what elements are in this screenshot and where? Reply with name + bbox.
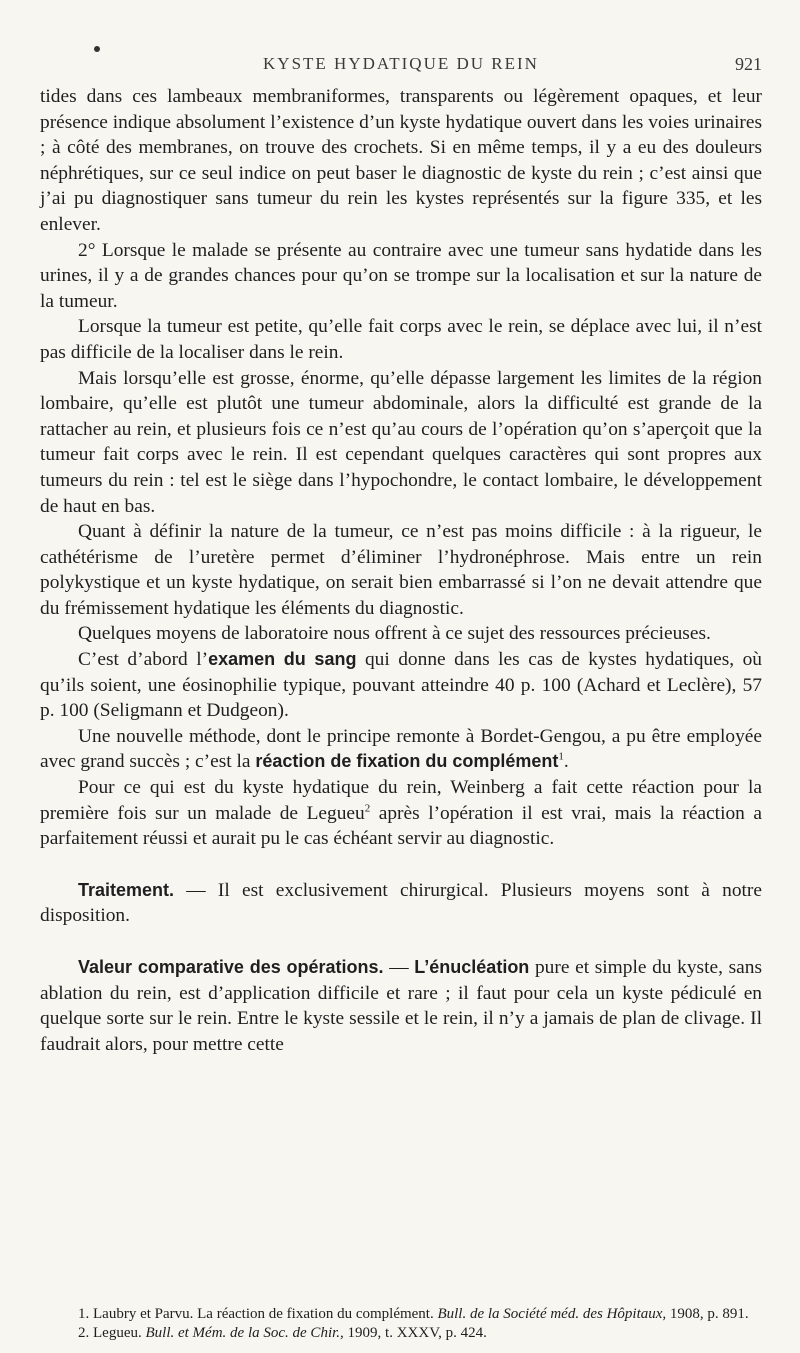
section-heading: Traitement. [78, 879, 175, 900]
bold-term: examen du sang [208, 649, 357, 670]
paragraph: tides dans ces lambeaux membraniformes, transparents ou légèrement opaques, et leur présence indique absolument l’existence d’un kyste hydatique ouvert dans les voies urinaires ; à côté des membranes, on trouve des crochets. Si en même temps, il y a eu des douleurs néphrétiques, sur ce seul indice on peut baser le diagnostic de kyste du rein ; c’est ainsi que j’ai pu diagnostiquer sans tumeur du rein les kystes représentés sur la figure 335, et les enlever. [40, 86, 762, 235]
footnote: 2. Legueu. Bull. et Mém. de la Soc. de Chir., 1909, t. XXXV, p. 424. [78, 1325, 487, 1341]
paragraph: Quelques moyens de laboratoire nous offrent à ce sujet des ressources précieuses. [78, 623, 711, 645]
paragraph: 2° Lorsque le malade se présente au contraire avec une tumeur sans hydatide dans les urines, il y a de grandes chances pour qu’on se trompe sur la localisation et sur la nature de la tumeur. [40, 239, 762, 312]
footnote: 1. Laubry et Parvu. La réaction de fixation du complément. Bull. de la Société méd. des Hôpitaux, 1908, p. 891. [78, 1306, 749, 1322]
section-valeur: Valeur comparative des opérations. — L’énucléation pure et simple du kyste, sans ablation du rein, est d’application difficile et rare ; il faut pour cela un kyste pédiculé en quelque sorte sur le rein. Entre le kyste sessile et le rein, il n’y a jamais de plan de clivage. Il faudrait alors, pour mettre cette [40, 957, 762, 1055]
bold-term: L’énucléation [414, 957, 530, 977]
paragraph: Une nouvelle méthode, dont le principe remonte à Bordet-Gengou, a pu être employée avec grand succès ; c’est la réaction de fixation du complément$^1$. [40, 725, 762, 773]
page-number: 921 [735, 54, 762, 74]
footnote-ref: 2 [364, 802, 371, 815]
section-treatment: Traitement. — Il est exclusivement chirurgical. Plusieurs moyens sont à notre disposition. [40, 879, 762, 927]
page-header [40, 54, 762, 84]
item-number: 2° [78, 239, 96, 261]
bold-term: réaction de fixation du complément [255, 751, 559, 772]
section-heading: Valeur comparative des opérations. [78, 957, 384, 977]
printer-mark-dot [94, 46, 100, 52]
paragraph: Pour ce qui est du kyste hydatique du rein, Weinberg a fait cette réaction pour la première fois sur un malade de Legueu$^2$ après l’opération il est vrai, mais la réaction a parfaitement réussi et aurait pu le cas échéant servir au diagnostic. [40, 777, 762, 850]
footnote-ref: 1 [558, 750, 564, 763]
paragraph: Mais lorsqu’elle est grosse, énorme, qu’elle dépasse largement les limites de la région lombaire, qu’elle est plutôt une tumeur abdominale, alors la difficulté est grande de la rattacher au rein, et plusieurs fois ce n’est qu’au cours de l’opération qu’on s’aperçoit que la tumeur fait corps avec le rein. Il est cependant quelques caractères qui sont propres aux tumeurs du rein : tel est le siège dans l’hypochondre, le contact lombaire, le développement de haut en bas. [40, 367, 762, 517]
paragraph: C’est d’abord l’examen du sang qui donne dans les cas de kystes hydatiques, où qu’ils soient, une éosinophilie typique, pouvant atteindre 40 p. 100 (Achard et Leclère), 57 p. 100 (Seligmann et Dudgeon). [40, 649, 763, 722]
body-text [40, 84, 762, 1057]
running-title: KYSTE HYDATIQUE DU REIN [263, 54, 539, 73]
footnotes [40, 1305, 762, 1343]
paragraph: Lorsque la tumeur est petite, qu’elle fait corps avec le rein, se déplace avec lui, il n’est pas difficile de la localiser dans le rein. [40, 316, 762, 363]
paragraph: Quant à définir la nature de la tumeur, ce n’est pas moins difficile : à la rigueur, le cathétérisme de l’uretère permet d’éliminer l’hydronéphrose. Mais entre un rein polykystique et un kyste hydatique, on serait bien embarrassé si l’on ne devait attendre que du frémissement hydatique les éléments du diagnostic. [40, 521, 762, 619]
